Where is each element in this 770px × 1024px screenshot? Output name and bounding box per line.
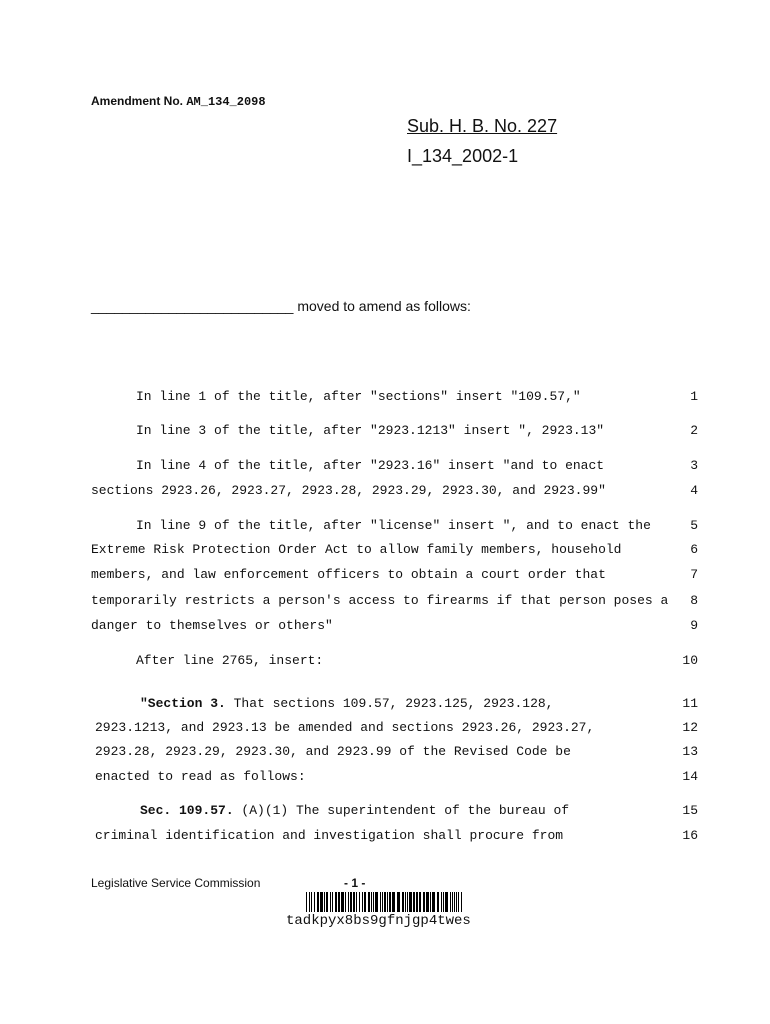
line-number: 1 [690,389,698,404]
barcode-text: tadkpyx8bs9gfnjgp4twes [286,913,471,929]
line-text: In line 3 of the title, after "2923.1213" insert ", 2923.13" [136,423,605,438]
text-line [0,483,770,503]
page-number: - 1 - [344,876,366,890]
line-text [140,803,569,818]
text-line [0,653,770,673]
text-line [0,769,770,789]
text-line [0,542,770,562]
text-line [0,458,770,478]
line-number: 14 [682,769,698,784]
line-text-rest: (A)(1) The superintendent of the bureau of [233,803,570,818]
text-line [0,423,770,443]
mover-line: __________________________ moved to amend as follows: [91,298,471,314]
line-number: 11 [682,696,698,711]
text-line [0,828,770,848]
line-number: 7 [690,567,698,582]
barcode-icon [306,892,462,912]
line-text [140,696,553,711]
text-line [0,744,770,764]
section-heading: Sec. 109.57. [140,803,234,818]
line-text: sections 2923.26, 2923.27, 2923.28, 2923.29, 2923.30, and 2923.99" [91,483,606,498]
line-number: 2 [690,423,698,438]
text-line [0,803,770,823]
amendment-number [91,94,266,109]
line-text: 2923.28, 2923.29, 2923.30, and 2923.99 of the Revised Code be [95,744,571,759]
text-line [0,389,770,409]
line-text: temporarily restricts a person's access to firearms if that person poses a [91,593,669,608]
text-line [0,720,770,740]
text-line [0,518,770,538]
amendment-label: Amendment No. [91,94,187,108]
bill-number: Sub. H. B. No. 227 [407,116,558,136]
line-text: Extreme Risk Protection Order Act to allow family members, household [91,542,622,557]
line-number: 5 [690,518,698,533]
text-line [0,696,770,716]
line-number: 12 [682,720,698,735]
line-text: members, and law enforcement officers to obtain a court order that [91,567,606,582]
line-text: criminal identification and investigation shall procure from [95,828,564,843]
line-number: 8 [690,593,698,608]
line-text-rest: That sections 109.57, 2923.125, 2923.128, [225,696,554,711]
section-heading: "Section 3. [140,696,226,711]
line-number: 15 [682,803,698,818]
amendment-code: AM_134_2098 [186,95,266,109]
line-text: In line 9 of the title, after "license" insert ", and to enact the [136,518,651,533]
line-text: danger to themselves or others" [91,618,333,633]
text-line [0,567,770,587]
line-number: 9 [690,618,698,633]
line-number: 4 [690,483,698,498]
line-text: In line 1 of the title, after "sections" insert "109.57," [136,389,581,404]
line-number: 13 [682,744,698,759]
bill-id: I_134_2002-1 [407,146,519,166]
footer-commission: Legislative Service Commission [91,876,261,890]
line-text: In line 4 of the title, after "2923.16" insert "and to enact [136,458,605,473]
line-number: 6 [690,542,698,557]
line-number: 3 [690,458,698,473]
line-text: 2923.1213, and 2923.13 be amended and sections 2923.26, 2923.27, [95,720,595,735]
text-line [0,593,770,613]
text-line [0,618,770,638]
line-text: enacted to read as follows: [95,769,306,784]
line-text: After line 2765, insert: [136,653,324,668]
line-number: 16 [682,828,698,843]
line-number: 10 [682,653,698,668]
